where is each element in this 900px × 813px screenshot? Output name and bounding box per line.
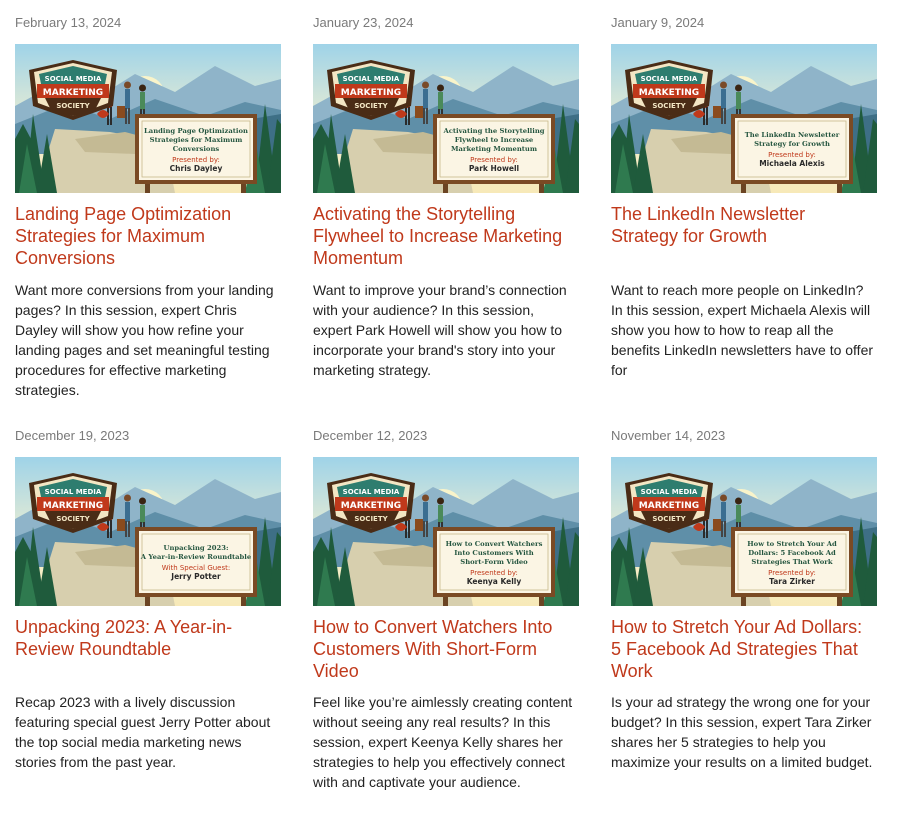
episode-excerpt: Recap 2023 with a lively discussion featuring special guest Jerry Potter about the top social media marketing news stories from the past year.: [15, 694, 271, 770]
episode-excerpt: Is your ad strategy the wrong one for your budget? In this session, expert Tara Zirker shares her 5 strategies to help you maximize your results on a limited budget.: [611, 694, 873, 770]
episode-excerpt: Want more conversions from your landing pages? In this session, expert Chris Dayley will show you how refine your landing pages and set meaningful testing procedures for effective marketing strategies.: [15, 282, 274, 398]
sign-presenter-name: Michaela Alexis: [759, 159, 825, 168]
sign-title-lines: [442, 127, 544, 153]
episode-illustration: [313, 457, 579, 606]
badge-line-1: SOCIAL MEDIA: [342, 75, 400, 83]
badge-line-2: MARKETING: [340, 88, 402, 98]
sign-title-line: Dollars: 5 Facebook Ad: [748, 549, 836, 557]
episode-thumbnail[interactable]: [611, 457, 877, 606]
episode-illustration: [611, 44, 877, 193]
sign-presented-label: Presented by:: [470, 156, 518, 164]
episode-date: November 14, 2023: [611, 428, 726, 443]
episode-thumbnail[interactable]: [313, 457, 579, 606]
episode-excerpt: Feel like you’re aimlessly creating content without seeing any real results? In this session, expert Keenya Kelly shares her strategies to help you effectively connect with and captivate your audience.: [313, 694, 573, 790]
sign-presenter-name: Keenya Kelly: [466, 577, 522, 586]
sign-title-line: Strategy for Growth: [754, 140, 830, 148]
sign-presented-label: Presented by:: [470, 569, 518, 577]
badge-line-3: SOCIETY: [652, 515, 686, 523]
sign-title-line: Strategies That Work: [751, 558, 833, 566]
sign-title-line: How to Stretch Your Ad: [747, 540, 837, 548]
sign-title-line: Short-Form Video: [460, 558, 528, 566]
badge-line-2: MARKETING: [638, 501, 700, 511]
badge-line-2: MARKETING: [42, 501, 104, 511]
sign-title-line: A Year-in-Review Roundtable: [140, 553, 252, 561]
badge-line-1: SOCIAL MEDIA: [640, 75, 698, 83]
sign-presented-label: With Special Guest:: [161, 564, 231, 572]
sign-presented-label: Presented by:: [172, 156, 220, 164]
badge-line-2: MARKETING: [340, 501, 402, 511]
badge-line-1: SOCIAL MEDIA: [342, 488, 400, 496]
episode-title-link[interactable]: Activating the Storytelling Flywheel to Increase Marketing Momentum: [313, 204, 563, 268]
episode-date: January 23, 2024: [313, 15, 414, 30]
sign-presenter-name: Chris Dayley: [169, 164, 223, 173]
episode-thumbnail[interactable]: [313, 44, 579, 193]
episode-illustration: [15, 457, 281, 606]
badge-line-3: SOCIETY: [354, 102, 388, 110]
episode-title-link[interactable]: How to Convert Watchers Into Customers With Short-Form Video: [313, 617, 553, 681]
episode-illustration: [15, 44, 281, 193]
episode-excerpt: Want to improve your brand’s connection with your audience? In this session, expert Park Howell will show you how to incorporate your brand's story into your marketing strategy.: [313, 282, 567, 378]
episode-thumbnail[interactable]: [611, 44, 877, 193]
episode-excerpt: Want to reach more people on LinkedIn? In this session, expert Michaela Alexis will show you how to how to reap all the benefits LinkedIn newsletters have to offer for: [611, 282, 874, 378]
episode-illustration: [611, 457, 877, 606]
sign-presenter-name: Park Howell: [468, 164, 520, 173]
sign-title-line: Conversions: [172, 145, 220, 153]
badge-line-3: SOCIETY: [652, 102, 686, 110]
sign-title-line: Activating the Storytelling: [443, 127, 545, 135]
badge-line-1: SOCIAL MEDIA: [44, 488, 102, 496]
sign-title-lines: [745, 131, 840, 148]
episode-title-link[interactable]: How to Stretch Your Ad Dollars: 5 Facebook Ad Strategies That Work: [611, 617, 863, 681]
sign-title-line: Strategies for Maximum: [149, 136, 243, 144]
episode-date: February 13, 2024: [15, 15, 122, 30]
sign-title-line: Marketing Momentum: [450, 145, 538, 153]
badge-line-3: SOCIETY: [56, 515, 90, 523]
badge-line-1: SOCIAL MEDIA: [44, 75, 102, 83]
episode-title-link[interactable]: The LinkedIn Newsletter Strategy for Growth: [611, 204, 806, 246]
episode-illustration: [313, 44, 579, 193]
episode-date: December 12, 2023: [313, 428, 428, 443]
badge-line-3: SOCIETY: [56, 102, 90, 110]
sign-presented-label: Presented by:: [768, 569, 816, 577]
sign-title-line: Landing Page Optimization: [144, 127, 248, 135]
episode-title-link[interactable]: Unpacking 2023: A Year-in-Review Roundtable: [15, 617, 233, 659]
episode-title-link[interactable]: Landing Page Optimization Strategies for Maximum Conversions: [15, 204, 232, 268]
badge-line-1: SOCIAL MEDIA: [640, 488, 698, 496]
episode-date: January 9, 2024: [611, 15, 705, 30]
sign-title-line: Into Customers With: [454, 549, 534, 557]
sign-title-line: Unpacking 2023:: [163, 544, 229, 552]
sign-title-lines: [747, 540, 837, 566]
badge-line-3: SOCIETY: [354, 515, 388, 523]
sign-title-line: The LinkedIn Newsletter: [744, 131, 840, 139]
sign-presenter-name: Jerry Potter: [171, 572, 221, 581]
sign-title-line: How to Convert Watchers: [445, 540, 543, 548]
badge-line-2: MARKETING: [42, 88, 104, 98]
episode-thumbnail[interactable]: [15, 44, 281, 193]
episode-date: December 19, 2023: [15, 428, 130, 443]
episode-thumbnail[interactable]: [15, 457, 281, 606]
badge-line-2: MARKETING: [638, 88, 700, 98]
sign-presenter-name: Tara Zirker: [769, 577, 815, 586]
sign-presented-label: Presented by:: [768, 151, 816, 159]
sign-title-line: Flywheel to Increase: [454, 136, 534, 144]
